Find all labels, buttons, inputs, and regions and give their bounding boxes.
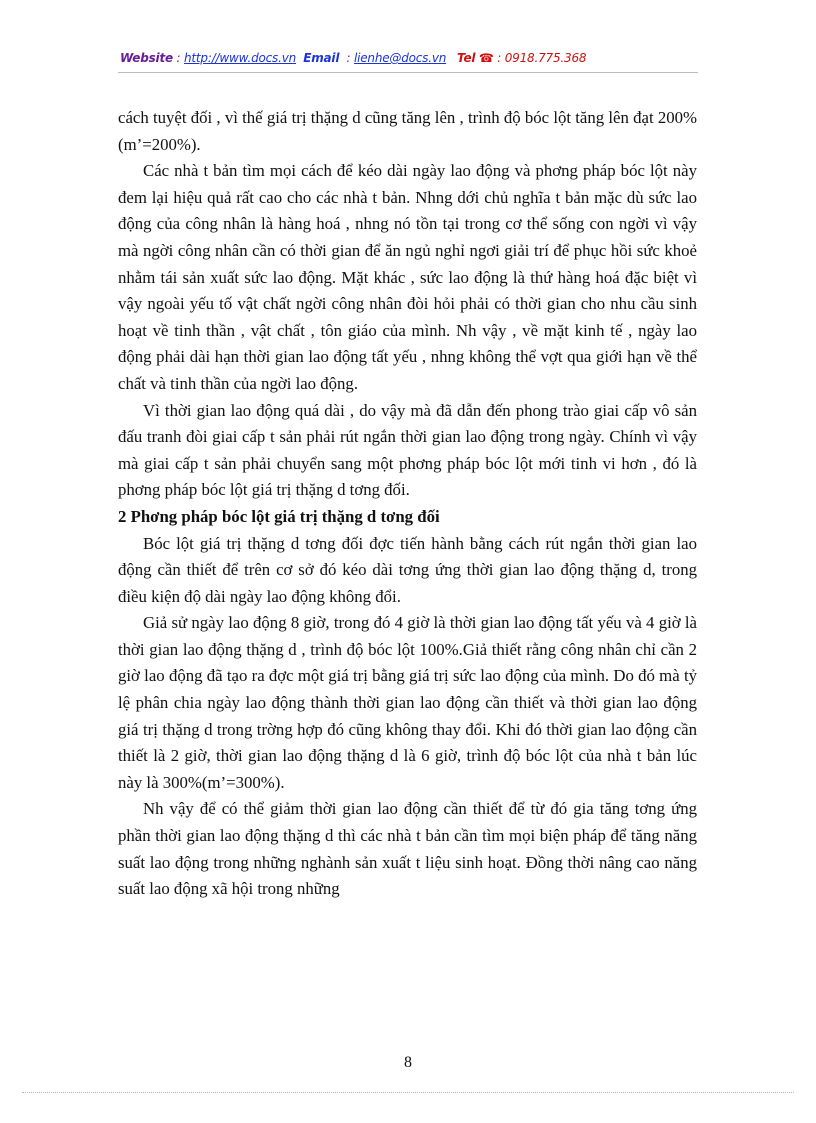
paragraph-1: cách tuyệt đối , vì thế giá trị thặng d cũng tăng lên , trình độ bóc lột tăng lên đạt 200%(m’=200%). [118,108,697,154]
tel-number: : 0918.775.368 [493,51,587,65]
telephone-icon: ☎ [478,51,494,65]
paragraph-5: Giả sử ngày lao động 8 giờ, trong đó 4 giờ là thời gian lao động tất yếu và 4 giờ là thời gian lao động thặng d , trình độ bóc lột 100%.Giả thiết rằng công nhân chỉ cần 2 giờ lao động đã tạo ra đợc một giá trị bằng giá trị sức lao động của mình. Do đó mà tỷ lệ phân chia ngày lao động thành thời gian lao động cần thiết và thời gian lao động giá trị thặng d trong trờng hợp đó cũng không thay đổi. Khi đó thời gian lao động cần thiết là 2 giờ, thời gian lao động thặng d là 6 giờ, trình độ bóc lột của nhà t bản lúc này là 300%(m’=300%). [118,613,697,792]
website-label: Website [120,51,173,65]
header-divider [118,72,698,73]
paragraph-4: Bóc lột giá trị thặng d tơng đối đợc tiến hành bằng cách rút ngắn thời gian lao động cần thiết để trên cơ sở đó kéo dài tơng ứng thời gian lao động thặng d, trong điều kiện độ dài ngày lao động không đổi. [118,533,697,606]
page-number: 8 [404,1054,412,1071]
email-label: Email [303,51,340,65]
website-separator: : [172,51,185,65]
page-header [120,51,586,65]
paragraph-6: Nh vậy để có thể giảm thời gian lao động cần thiết để từ đó gia tăng tơng ứng phần thời gian lao động thặng d thì các nhà t bản cần tìm mọi biện pháp để tăng năng suất lao động trong những nghành sản xuất t liệu sinh hoạt. Đồng thời nâng cao năng suất lao động xã hội trong những [118,799,697,899]
paragraph-2: Các nhà t bản tìm mọi cách để kéo dài ngày lao động và phơng pháp bóc lột này đem lại hiệu quả rất cao cho các nhà t bản. Nhng dới chủ nghĩa t bản mặc dù sức lao động của công nhân là hàng hoá , nhng nó tồn tại trong cơ thể sống con ngời vì vậy mà ngời công nhân cần có thời gian để ăn ngủ nghỉ ngơi giải trí để phục hồi sức khoẻ nhằm tái sản xuất sức lao động. Mặt khác , sức lao động là thứ hàng hoá đặc biệt vì vậy ngoài yếu tố vật chất ngời công nhân đòi hỏi phải có thời gian cho nhu cầu sinh hoạt về tinh thần , vật chất , tôn giáo của mình. Nh vậy , về mặt kinh tế , ngày lao động phải dài hạn thời gian lao động tất yếu , nhng không thể vợt qua giới hạn về thể chất và tinh thần của ngời lao động. [118,161,697,393]
section-heading: 2 Phơng pháp bóc lột giá trị thặng d tơng đối [118,506,440,526]
email-separator: : [342,51,354,65]
website-link[interactable]: http://www.docs.vn [184,51,296,65]
footer-divider [22,1092,794,1093]
paragraph-3: Vì thời gian lao động quá dài , do vậy mà đã dẫn đến phong trào giai cấp vô sản đấu tranh đòi giai cấp t sản phải rút ngắn thời gian lao động trong ngày. Chính vì vậy mà giai cấp t sản phải chuyển sang một phơng pháp bóc lột mới tinh vi hơn , đó là phơng pháp bóc lột giá trị thặng d tơng đối. [118,400,697,500]
email-link[interactable]: lienhe@docs.vn [353,51,447,65]
document-body [118,105,697,903]
tel-label: Tel [457,51,476,65]
